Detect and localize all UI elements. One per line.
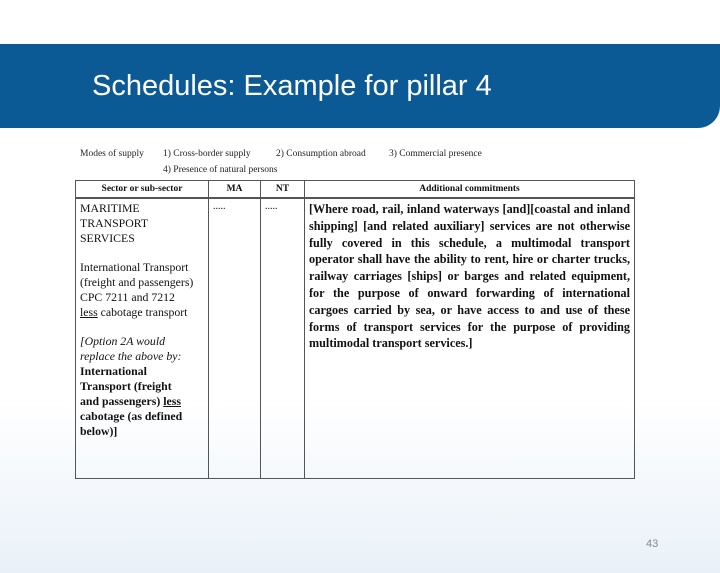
sector-line: International Transport — [80, 260, 189, 274]
page-number: 43 — [646, 538, 659, 550]
header-ma: MA — [209, 181, 261, 199]
mode-4: 4) Presence of natural persons — [163, 165, 278, 175]
sector-line: MARITIME — [80, 201, 140, 215]
option-line — [80, 394, 204, 409]
slide-title: Schedules: Example for pillar 4 — [92, 70, 492, 102]
table-row — [76, 198, 635, 479]
sector-line: SERVICES — [80, 231, 135, 245]
mode-3: 3) Commercial presence — [389, 149, 482, 159]
sector-line — [80, 305, 204, 320]
option-line: Transport (freight — [80, 379, 172, 393]
mode-2: 2) Consumption abroad — [276, 149, 366, 159]
sector-line: TRANSPORT — [80, 216, 149, 230]
title-banner — [0, 44, 720, 128]
underlined-less: less — [163, 394, 181, 408]
option-line: [Option 2A would — [80, 334, 165, 348]
underlined-less: less — [80, 305, 98, 319]
ma-cell: ..... — [209, 198, 261, 479]
option-line: below)] — [80, 424, 118, 438]
nt-cell: ..... — [261, 198, 305, 479]
option-line-start: and passengers) — [80, 394, 164, 408]
mode-1: 1) Cross-border supply — [163, 149, 251, 159]
additional-commitments-cell: [Where road, rail, inland waterways [and][coastal and inland shipping] [and related auxiliary] services are not otherwise fully covered in this schedule, a multimodal transport operator shall have the ability to rent, hire or charter trucks, railway carriages [ships] or barges and related equipment, for the purpose of onward forwarding of international cargoes carried by sea, or have access to and use of these forms of transport services for the purpose of providing multimodal transport services.] — [305, 198, 635, 479]
sector-line: CPC 7211 and 7212 — [80, 290, 175, 304]
option-line: International — [80, 364, 147, 378]
header-nt: NT — [261, 181, 305, 199]
header-additional: Additional commitments — [305, 181, 635, 199]
option-line: replace the above by: — [80, 349, 182, 363]
header-sector: Sector or sub-sector — [76, 181, 209, 199]
sector-cell — [76, 198, 209, 479]
option-line: cabotage (as defined — [80, 409, 183, 423]
table-header-row — [76, 181, 635, 199]
schedule-table — [75, 180, 635, 479]
sector-line-rest: cabotage transport — [97, 305, 188, 319]
sector-line: (freight and passengers) — [80, 275, 194, 289]
modes-label: Modes of supply — [80, 149, 144, 159]
